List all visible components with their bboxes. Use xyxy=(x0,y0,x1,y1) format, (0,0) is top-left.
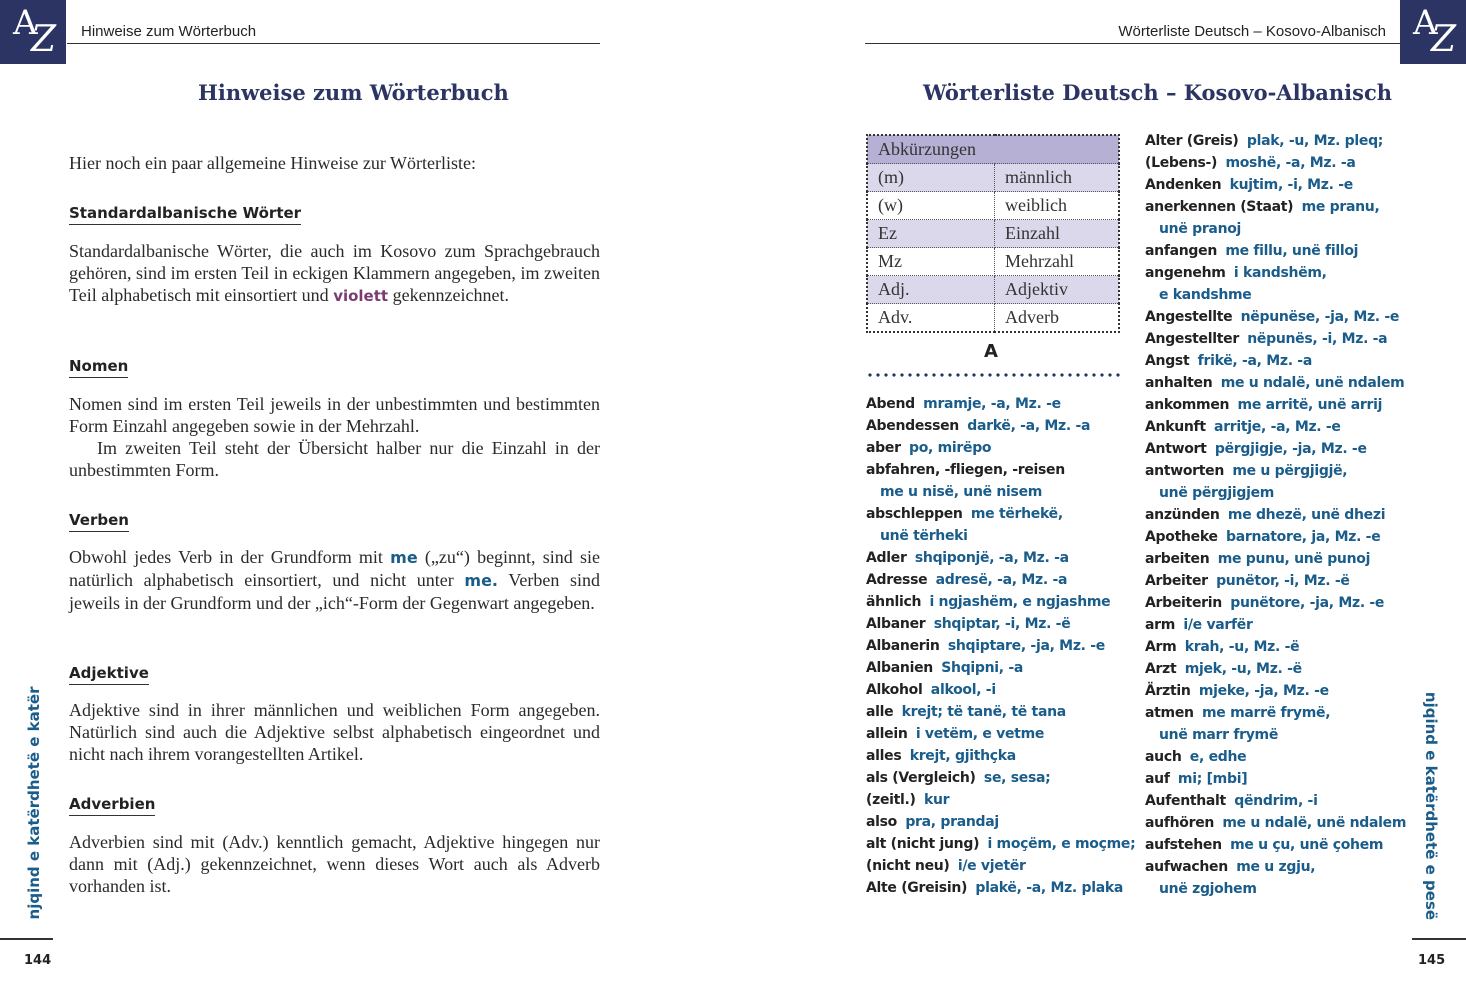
dictionary-entry xyxy=(1145,240,1358,262)
abbr-meaning-cell: weiblich xyxy=(995,192,1120,220)
me-highlight: me xyxy=(390,548,418,567)
albanian-translation: shqiponjë, -a, Mz. -a xyxy=(914,550,1069,566)
albanian-translation: me u nisë, unë nisem xyxy=(880,484,1043,500)
german-term: als (Vergleich) xyxy=(866,770,976,786)
page-number-right: 145 xyxy=(1418,953,1446,968)
german-term: Ärztin xyxy=(1145,683,1191,699)
albanian-translation: pra, prandaj xyxy=(905,814,999,830)
german-term: alles xyxy=(866,748,902,764)
albanian-translation: unë përgjigjem xyxy=(1159,485,1275,501)
paragraph-adverbien: Adverbien sind mit (Adv.) kenntlich gemacht, Adjektive hingegen nur dann mit (Adj.) gekennzeichnet, wenn dieses Wort auch als Adverb vorhanden ist. xyxy=(69,832,600,896)
german-term: anzünden xyxy=(1145,507,1220,523)
german-term: (zeitl.) xyxy=(866,792,916,808)
dictionary-entry xyxy=(1145,350,1312,372)
albanian-translation: i/e vjetër xyxy=(957,858,1026,874)
dictionary-entry xyxy=(866,811,999,833)
albanian-translation: krejt, gjithçka xyxy=(909,748,1016,764)
header-rule-left xyxy=(67,43,600,44)
albanian-translation: me arritë, unë arrij xyxy=(1237,397,1383,413)
footer-rule-left xyxy=(0,938,53,940)
dictionary-entry xyxy=(866,569,1067,591)
german-term: Aufenthalt xyxy=(1145,793,1226,809)
albanian-translation: unë zgjohem xyxy=(1159,881,1257,897)
page-number-left: 144 xyxy=(24,953,52,968)
dictionary-entry xyxy=(866,459,1065,481)
albanian-translation: i vetëm, e vetme xyxy=(915,726,1045,742)
albanian-translation: mramje, -a, Mz. -e xyxy=(923,396,1061,412)
german-term: also xyxy=(866,814,897,830)
albanian-translation: me u ndalë, unë ndalem xyxy=(1220,375,1405,391)
dictionary-entry xyxy=(1145,460,1347,482)
abbr-cell: (m) xyxy=(867,164,995,192)
german-term: Adler xyxy=(866,550,907,566)
dictionary-entry xyxy=(866,745,1016,767)
german-term: allein xyxy=(866,726,908,742)
paragraph-nomen xyxy=(69,393,600,481)
german-term: Alkohol xyxy=(866,682,923,698)
german-term: Alter (Greis) xyxy=(1145,133,1239,149)
dictionary-entry xyxy=(866,679,996,701)
side-label-left: njqind e katërdhetë e katër xyxy=(25,686,43,920)
albanian-translation: mjeke, -ja, Mz. -e xyxy=(1198,683,1329,699)
dictionary-entry xyxy=(1145,746,1246,768)
albanian-translation: krejt; të tanë, të tana xyxy=(901,704,1066,720)
german-term: Antwort xyxy=(1145,441,1207,457)
heading-verben: Verben xyxy=(69,510,129,532)
dictionary-entry xyxy=(866,767,1050,789)
dictionary-entry xyxy=(1145,438,1367,460)
dictionary-entry xyxy=(1145,174,1353,196)
dictionary-entry xyxy=(1145,592,1384,614)
dictionary-entry xyxy=(866,591,1110,613)
german-term: Angst xyxy=(1145,353,1190,369)
albanian-translation: me fillu, unë filloj xyxy=(1225,243,1359,259)
german-term: ähnlich xyxy=(866,594,922,610)
german-term: Arbeiter xyxy=(1145,573,1208,589)
dictionary-entry xyxy=(1145,812,1406,834)
section-letter: A xyxy=(984,341,998,362)
albanian-translation: mjek, -u, Mz. -ë xyxy=(1184,661,1302,677)
dictionary-entry xyxy=(1145,680,1329,702)
header-rule-right xyxy=(865,43,1400,44)
german-term: antworten xyxy=(1145,463,1225,479)
albanian-translation: me dhezë, unë dhezi xyxy=(1227,507,1386,523)
paragraph-text: Verben sind jeweils in der Grundform und der „ich“-Form der Gegenwart angegeben. xyxy=(69,570,600,613)
dictionary-entry xyxy=(1145,702,1330,724)
german-term: aber xyxy=(866,440,901,456)
dictionary-entry xyxy=(1145,856,1315,878)
paragraph-text: Standardalbanische Wörter, die auch im Kosovo zum Sprachgebrauch gehören, sind im ersten Teil in eckigen Klammern angegeben, im zweiten Teil alphabetisch mit einsortiert und xyxy=(69,241,600,305)
albanian-translation: punëtore, -ja, Mz. -e xyxy=(1230,595,1385,611)
heading-standardalbanisch: Standardalbanische Wörter xyxy=(69,203,301,225)
heading-adverbien: Adverbien xyxy=(69,794,155,816)
paragraph-text: gekennzeichnet. xyxy=(388,285,510,305)
violett-highlight: violett xyxy=(333,287,389,305)
dictionary-entry xyxy=(1145,130,1383,152)
dictionary-entry xyxy=(866,833,1135,855)
dictionary-entry xyxy=(1145,636,1299,658)
albanian-translation: shqiptare, -ja, Mz. -e xyxy=(947,638,1105,654)
german-term: (Lebens-) xyxy=(1145,155,1218,171)
albanian-translation: nëpunëse, -ja, Mz. -e xyxy=(1240,309,1400,325)
german-term: Arbeiterin xyxy=(1145,595,1222,611)
albanian-translation: alkool, -i xyxy=(930,682,996,698)
dictionary-entry xyxy=(1145,790,1318,812)
german-term: atmen xyxy=(1145,705,1194,721)
german-term: Angestellter xyxy=(1145,331,1239,347)
dictionary-entry xyxy=(1145,878,1257,900)
dictionary-entry xyxy=(866,877,1123,899)
albanian-translation: me punu, unë punoj xyxy=(1217,551,1371,567)
dictionary-entry xyxy=(1145,394,1382,416)
german-term: ankommen xyxy=(1145,397,1230,413)
albanian-translation: përgjigje, -ja, Mz. -e xyxy=(1214,441,1367,457)
dictionary-entry xyxy=(1145,768,1247,790)
page-title-right: Wörterliste Deutsch – Kosovo-Albanisch xyxy=(923,80,1392,105)
albanian-translation: plak, -u, Mz. pleq; xyxy=(1246,133,1384,149)
albanian-translation: arritje, -a, Mz. -e xyxy=(1214,419,1341,435)
german-term: aufstehen xyxy=(1145,837,1222,853)
intro-text: Hier noch ein paar allgemeine Hinweise zur Wörterliste: xyxy=(69,153,477,173)
albanian-translation: i kandshëm, xyxy=(1233,265,1327,281)
german-term: Ankunft xyxy=(1145,419,1206,435)
german-term: aufhören xyxy=(1145,815,1215,831)
german-term: auch xyxy=(1145,749,1182,765)
albanian-translation: mi; [mbi] xyxy=(1177,771,1248,787)
german-term: Abend xyxy=(866,396,915,412)
page-title-left: Hinweise zum Wörterbuch xyxy=(198,80,509,105)
dictionary-entry xyxy=(1145,284,1252,306)
german-term: Albanien xyxy=(866,660,933,676)
dictionary-entry xyxy=(866,415,1090,437)
dictionary-entry xyxy=(1145,306,1399,328)
paragraph-text: Nomen sind im ersten Teil jeweils in der unbestimmten und bestimmten Form Einzahl angegeben sowie in der Mehrzahl. xyxy=(69,394,600,436)
albanian-translation: unë marr frymë xyxy=(1159,727,1279,743)
heading-nomen: Nomen xyxy=(69,356,128,378)
german-term: aufwachen xyxy=(1145,859,1228,875)
albanian-translation: shqiptar, -i, Mz. -ë xyxy=(933,616,1071,632)
running-head-right: Wörterliste Deutsch – Kosovo-Albanisch xyxy=(1118,23,1386,40)
paragraph-standardalbanisch xyxy=(69,240,600,307)
dictionary-entry xyxy=(1145,372,1404,394)
german-term: arbeiten xyxy=(1145,551,1210,567)
albanian-translation: me u përgjigjë, xyxy=(1232,463,1348,479)
dictionary-entry xyxy=(1145,262,1327,284)
dictionary-entry xyxy=(1145,218,1241,240)
german-term: alt (nicht jung) xyxy=(866,836,980,852)
dictionary-entry xyxy=(866,701,1066,723)
albanian-translation: i moçëm, e moçme; xyxy=(987,836,1136,852)
german-term: Angestellte xyxy=(1145,309,1233,325)
albanian-translation: po, mirëpo xyxy=(908,440,992,456)
german-term: Andenken xyxy=(1145,177,1222,193)
me-highlight: me. xyxy=(464,571,498,590)
albanian-translation: nëpunës, -i, Mz. -a xyxy=(1247,331,1388,347)
dictionary-entry xyxy=(1145,196,1379,218)
dictionary-entry xyxy=(866,613,1070,635)
dictionary-entry xyxy=(1145,834,1383,856)
albanian-translation: i/e varfër xyxy=(1183,617,1253,633)
albanian-translation: i ngjashëm, e ngjashme xyxy=(929,594,1111,610)
dictionary-entry xyxy=(1145,526,1380,548)
abbr-meaning-cell: Mehrzahl xyxy=(995,248,1120,276)
abbr-meaning-cell: Einzahl xyxy=(995,220,1120,248)
dictionary-entry xyxy=(866,723,1044,745)
german-term: Albaner xyxy=(866,616,926,632)
german-term: arm xyxy=(1145,617,1176,633)
abbr-cell: (w) xyxy=(867,192,995,220)
german-term: Abendessen xyxy=(866,418,959,434)
albanian-translation: punëtor, -i, Mz. -ë xyxy=(1216,573,1350,589)
dictionary-entry xyxy=(866,437,991,459)
albanian-translation: me u zgju, xyxy=(1236,859,1316,875)
albanian-translation: krah, -u, Mz. -ë xyxy=(1184,639,1300,655)
abbreviation-table xyxy=(866,134,1120,333)
footer-rule-right xyxy=(1412,938,1466,940)
albanian-translation: frikë, -a, Mz. -a xyxy=(1197,353,1312,369)
albanian-translation: se, sesa; xyxy=(983,770,1051,786)
heading-adjektive: Adjektive xyxy=(69,663,149,685)
german-term: Arzt xyxy=(1145,661,1177,677)
dictionary-entry xyxy=(1145,724,1278,746)
albanian-translation: unë tërheki xyxy=(880,528,968,544)
albanian-translation: me pranu, xyxy=(1301,199,1380,215)
paragraph-text: Im zweiten Teil steht der Übersicht halber nur die Einzahl in der unbestimmten Form. xyxy=(69,438,600,480)
abbr-cell: Mz xyxy=(867,248,995,276)
dictionary-entry xyxy=(1145,482,1274,504)
dictionary-entry xyxy=(866,503,1063,525)
dictionary-entry xyxy=(1145,152,1356,174)
albanian-translation: kujtim, -i, Mz. -e xyxy=(1229,177,1353,193)
paragraph-adjektive: Adjektive sind in ihrer männlichen und weiblichen Form angegeben. Natürlich sind auch die Adjektive selbst alphabetisch eingeordnet und nicht nach ihrem vorangestellten Artikel. xyxy=(69,700,600,764)
dictionary-entry xyxy=(1145,416,1341,438)
dictionary-entry xyxy=(1145,328,1387,350)
albanian-translation: e kandshme xyxy=(1159,287,1252,303)
abbreviation-table-header: Abkürzungen xyxy=(867,135,1119,164)
dictionary-entry xyxy=(866,635,1105,657)
german-term: anhalten xyxy=(1145,375,1213,391)
dotted-divider xyxy=(866,372,1120,378)
dictionary-entry xyxy=(866,393,1061,415)
abbr-cell: Adv. xyxy=(867,304,995,333)
paragraph-text: („zu“) beginnt, sind sie natürlich alphabetisch einsortiert, und nicht unter xyxy=(69,547,600,590)
german-term: (nicht neu) xyxy=(866,858,950,874)
albanian-translation: Shqipni, -a xyxy=(941,660,1024,676)
albanian-translation: me marrë frymë, xyxy=(1202,705,1331,721)
albanian-translation: kur xyxy=(923,792,950,808)
german-term: Arm xyxy=(1145,639,1177,655)
german-term: alle xyxy=(866,704,894,720)
side-label-right: njqind e katërdhetë e pesë xyxy=(1422,691,1440,921)
dictionary-entry xyxy=(1145,570,1350,592)
abbr-meaning-cell: männlich xyxy=(995,164,1120,192)
german-term: anfangen xyxy=(1145,243,1218,259)
dictionary-entry xyxy=(866,525,968,547)
albanian-translation: darkë, -a, Mz. -a xyxy=(967,418,1091,434)
paragraph-text: Obwohl jedes Verb in der Grundform mit xyxy=(69,547,391,567)
albanian-translation: qëndrim, -i xyxy=(1234,793,1318,809)
german-term: auf xyxy=(1145,771,1170,787)
abbr-meaning-cell: Adjektiv xyxy=(995,276,1120,304)
albanian-translation: barnatore, ja, Mz. -e xyxy=(1225,529,1381,545)
albanian-translation: unë pranoj xyxy=(1159,221,1242,237)
dictionary-entry xyxy=(866,855,1026,877)
dictionary-entry xyxy=(866,547,1069,569)
albanian-translation: e, edhe xyxy=(1189,749,1247,765)
abbr-meaning-cell: Adverb xyxy=(995,304,1120,333)
german-term: Albanerin xyxy=(866,638,940,654)
albanian-translation: moshë, -a, Mz. -a xyxy=(1225,155,1356,171)
albanian-translation: me u çu, unë çohem xyxy=(1230,837,1384,853)
running-head-left: Hinweise zum Wörterbuch xyxy=(81,23,257,40)
dictionary-entry xyxy=(866,481,1042,503)
dictionary-entry xyxy=(1145,658,1302,680)
german-term: anerkennen (Staat) xyxy=(1145,199,1294,215)
german-term: angenehm xyxy=(1145,265,1226,281)
dictionary-entry xyxy=(1145,548,1370,570)
dictionary-entry xyxy=(866,789,949,811)
albanian-translation: me tërhekë, xyxy=(970,506,1063,522)
albanian-translation: adresë, -a, Mz. -a xyxy=(935,572,1068,588)
abbr-cell: Adj. xyxy=(867,276,995,304)
az-logo: A Z xyxy=(0,0,66,64)
dictionary-entry xyxy=(1145,614,1253,636)
german-term: Apotheke xyxy=(1145,529,1218,545)
az-logo: A Z xyxy=(1400,0,1466,64)
albanian-translation: me u ndalë, unë ndalem xyxy=(1222,815,1407,831)
dictionary-entry xyxy=(1145,504,1385,526)
german-term: abschleppen xyxy=(866,506,963,522)
german-term: abfahren, -fliegen, -reisen xyxy=(866,462,1065,478)
german-term: Alte (Greisin) xyxy=(866,880,968,896)
paragraph-verben xyxy=(69,546,600,614)
albanian-translation: plakë, -a, Mz. plaka xyxy=(975,880,1124,896)
abbr-cell: Ez xyxy=(867,220,995,248)
german-term: Adresse xyxy=(866,572,928,588)
dictionary-entry xyxy=(866,657,1023,679)
